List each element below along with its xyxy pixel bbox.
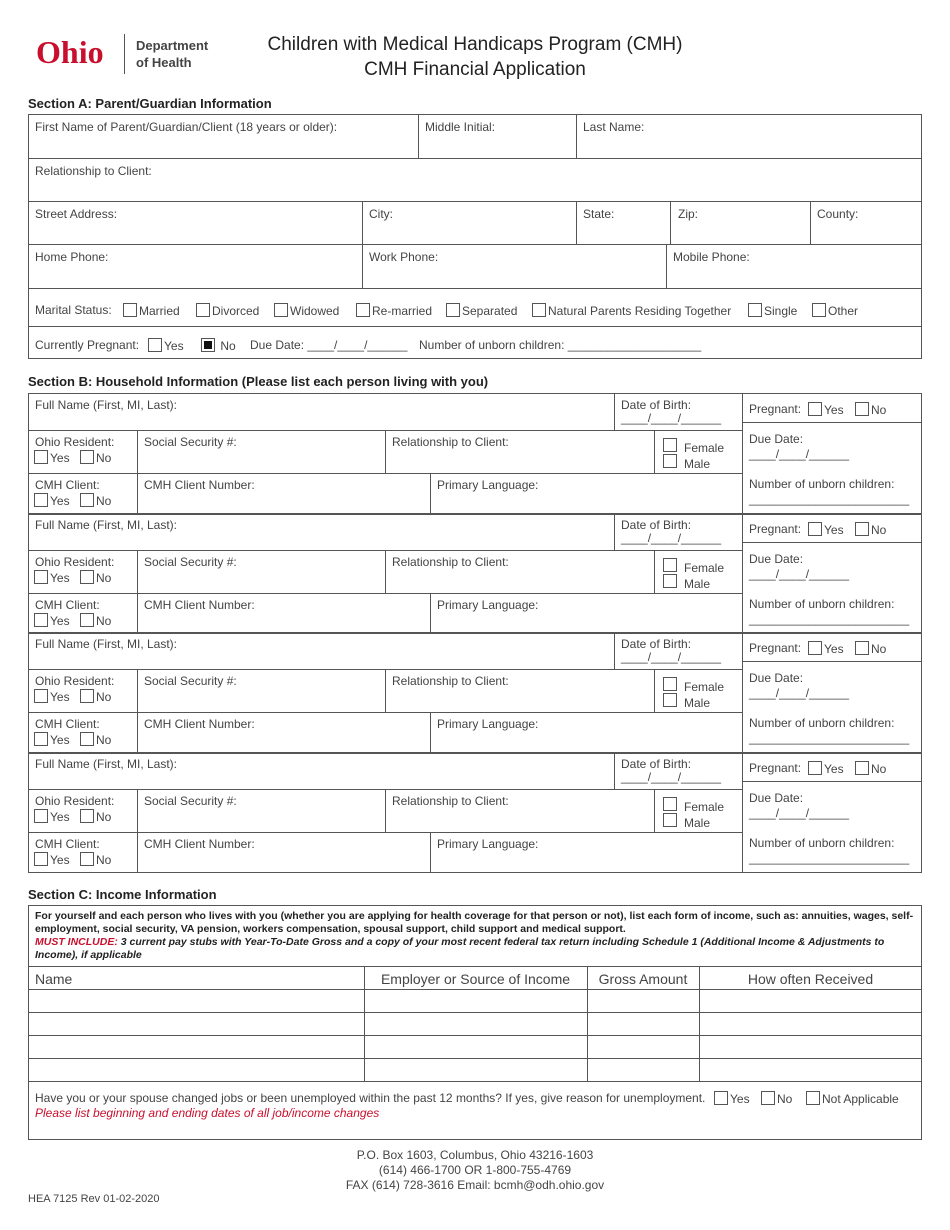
ohio-resident-label: Ohio Resident:: [35, 794, 115, 808]
unborn-children-field[interactable]: ________________________: [749, 851, 910, 865]
ohio-resident-label: Ohio Resident:: [35, 435, 115, 449]
form-title-2: CMH Financial Application: [364, 59, 586, 80]
checkbox-icon[interactable]: [806, 1091, 820, 1105]
checkbox-icon[interactable]: [34, 732, 48, 746]
checkbox-icon[interactable]: [812, 303, 826, 317]
due-date-label: Due Date:: [749, 791, 804, 805]
mobile-phone-label: Mobile Phone:: [673, 250, 750, 264]
state-label: State:: [583, 207, 615, 221]
primary-language-label: Primary Language:: [437, 837, 539, 851]
female-label: Female: [684, 800, 725, 814]
unborn-children-label: Number of unborn children:: [749, 716, 895, 730]
section-a-box: [28, 114, 922, 359]
marital-other[interactable]: Other: [812, 303, 858, 318]
cmh-client-yes[interactable]: Yes: [34, 613, 70, 628]
pregnant-label: Pregnant:: [749, 402, 802, 416]
pregnant-yes[interactable]: Yes: [808, 761, 844, 776]
primary-language-label: Primary Language:: [437, 478, 539, 492]
dob-label: Date of Birth:: [621, 398, 692, 412]
pregnant-no[interactable]: No: [855, 522, 886, 537]
cmh-number-label: CMH Client Number:: [144, 478, 255, 492]
checkbox-icon[interactable]: [446, 303, 460, 317]
checkbox-icon[interactable]: [855, 522, 869, 536]
pregnant-no[interactable]: No: [855, 641, 886, 656]
male-label: Male: [684, 577, 711, 591]
unemployment-na[interactable]: Not Applicable: [806, 1091, 899, 1106]
unemployment-question: Have you or your spouse changed jobs or been unemployed within the past 12 months? If yes, give reason for unemployment.: [35, 1091, 706, 1105]
checkbox-icon[interactable]: [80, 732, 94, 746]
checkbox-icon[interactable]: [808, 761, 822, 775]
relationship-label: Relationship to Client:: [35, 164, 152, 178]
dob-field[interactable]: ____/____/______: [621, 770, 722, 784]
income-col-employer: Employer or Source of Income: [380, 971, 571, 987]
checkbox-icon[interactable]: [80, 809, 94, 823]
pregnant-no[interactable]: No: [201, 338, 236, 353]
ohio-resident-yes[interactable]: Yes: [34, 689, 70, 704]
zip-label: Zip:: [678, 207, 699, 221]
primary-language-label: Primary Language:: [437, 717, 539, 731]
income-col-gross: Gross Amount: [598, 971, 688, 987]
cmh-client-label: CMH Client:: [35, 478, 100, 492]
pregnant-yes[interactable]: Yes: [808, 522, 844, 537]
female-checkbox-icon[interactable]: [663, 438, 677, 452]
pregnant-label: Currently Pregnant:: [35, 338, 140, 352]
checkbox-icon[interactable]: [808, 522, 822, 536]
income-col-often: How often Received: [747, 971, 874, 987]
ohio-resident-label: Ohio Resident:: [35, 555, 115, 569]
female-checkbox-icon[interactable]: [663, 558, 677, 572]
pregnant-no[interactable]: No: [855, 761, 886, 776]
checkbox-icon[interactable]: [148, 338, 162, 352]
checkbox-icon[interactable]: [714, 1091, 728, 1105]
checkbox-icon[interactable]: [855, 761, 869, 775]
unborn-children-field[interactable]: ________________________: [749, 492, 910, 506]
checkbox-icon[interactable]: [80, 613, 94, 627]
ssn-label: Social Security #:: [144, 674, 237, 688]
checkbox-icon[interactable]: [80, 570, 94, 584]
first-name-label: First Name of Parent/Guardian/Client (18 years or older):: [35, 120, 338, 134]
street-label: Street Address:: [35, 207, 118, 221]
form-id: HEA 7125 Rev 01-02-2020: [28, 1193, 160, 1205]
female-label: Female: [684, 680, 725, 694]
work-phone-label: Work Phone:: [369, 250, 439, 264]
dob-label: Date of Birth:: [621, 757, 692, 771]
unborn-children-field[interactable]: ________________________: [749, 612, 910, 626]
relationship-label: Relationship to Client:: [392, 555, 509, 569]
checkbox-icon[interactable]: [123, 303, 137, 317]
male-label: Male: [684, 696, 711, 710]
ohio-resident-yes[interactable]: Yes: [34, 809, 70, 824]
section-c-heading: Section C: Income Information: [28, 887, 217, 902]
due-date-label: Due Date:: [749, 432, 804, 446]
cmh-client-yes[interactable]: Yes: [34, 852, 70, 867]
male-checkbox-icon[interactable]: [663, 693, 677, 707]
marital-separated[interactable]: Separated: [446, 303, 517, 318]
due-date-label: Due Date:: [749, 552, 804, 566]
section-a-heading: Section A: Parent/Guardian Information: [28, 96, 272, 111]
male-label: Male: [684, 457, 711, 471]
checkbox-icon[interactable]: [808, 402, 822, 416]
male-label: Male: [684, 816, 711, 830]
ohio-logo: Ohio: [36, 34, 104, 70]
male-checkbox-icon[interactable]: [663, 454, 677, 468]
ssn-label: Social Security #:: [144, 555, 237, 569]
cmh-number-label: CMH Client Number:: [144, 837, 255, 851]
home-phone-label: Home Phone:: [35, 250, 109, 264]
city-label: City:: [369, 207, 393, 221]
ohio-resident-yes[interactable]: Yes: [34, 450, 70, 465]
cmh-client-no[interactable]: No: [80, 613, 111, 628]
unborn-children-label: Number of unborn children:: [749, 477, 895, 491]
cmh-client-yes[interactable]: Yes: [34, 493, 70, 508]
pregnant-yes[interactable]: Yes: [148, 338, 184, 353]
pregnant-yes[interactable]: Yes: [808, 641, 844, 656]
middle-initial-label: Middle Initial:: [425, 120, 496, 134]
checkbox-icon[interactable]: [34, 852, 48, 866]
footer-address: P.O. Box 1603, Columbus, Ohio 43216-1603: [356, 1148, 594, 1162]
dept-label-1: Department: [136, 38, 209, 53]
checkbox-icon[interactable]: [356, 303, 370, 317]
cmh-client-no[interactable]: No: [80, 732, 111, 747]
form-title-1: Children with Medical Handicaps Program (CMH): [267, 34, 683, 55]
dob-label: Date of Birth:: [621, 637, 692, 651]
logo-divider: [124, 34, 125, 74]
due-date-field[interactable]: ____/____/______: [749, 686, 850, 700]
full-name-label: Full Name (First, MI, Last):: [35, 637, 178, 651]
due-date-field[interactable]: Due Date: ____/____/______: [250, 338, 408, 352]
ohio-resident-no[interactable]: No: [80, 809, 111, 824]
cmh-client-no[interactable]: No: [80, 852, 111, 867]
footer-fax-email: FAX (614) 728-3616 Email: bcmh@odh.ohio.gov: [345, 1178, 605, 1192]
dob-field[interactable]: ____/____/______: [621, 531, 722, 545]
relationship-label: Relationship to Client:: [392, 435, 509, 449]
income-col-name: Name: [35, 971, 73, 987]
ssn-label: Social Security #:: [144, 435, 237, 449]
cmh-client-label: CMH Client:: [35, 837, 100, 851]
female-checkbox-icon[interactable]: [663, 677, 677, 691]
pregnant-yes[interactable]: Yes: [808, 402, 844, 417]
checkbox-checked-icon[interactable]: [201, 338, 215, 352]
full-name-label: Full Name (First, MI, Last):: [35, 518, 178, 532]
cmh-client-label: CMH Client:: [35, 598, 100, 612]
pregnant-label: Pregnant:: [749, 761, 802, 775]
checkbox-icon[interactable]: [34, 450, 48, 464]
female-checkbox-icon[interactable]: [663, 797, 677, 811]
ohio-resident-no[interactable]: No: [80, 689, 111, 704]
checkbox-icon[interactable]: [34, 689, 48, 703]
pregnant-label: Pregnant:: [749, 522, 802, 536]
full-name-label: Full Name (First, MI, Last):: [35, 757, 178, 771]
ohio-resident-no[interactable]: No: [80, 570, 111, 585]
checkbox-icon[interactable]: [274, 303, 288, 317]
female-label: Female: [684, 441, 725, 455]
unborn-children-field[interactable]: ________________________: [749, 731, 910, 745]
cmh-number-label: CMH Client Number:: [144, 717, 255, 731]
last-name-label: Last Name:: [583, 120, 645, 134]
pregnant-label: Pregnant:: [749, 641, 802, 655]
cmh-client-no[interactable]: No: [80, 493, 111, 508]
checkbox-icon[interactable]: [808, 641, 822, 655]
checkbox-icon[interactable]: [34, 493, 48, 507]
checkbox-icon[interactable]: [748, 303, 762, 317]
ohio-resident-label: Ohio Resident:: [35, 674, 115, 688]
marital-divorced[interactable]: Divorced: [196, 303, 259, 318]
footer-phone: (614) 466-1700 OR 1-800-755-4769: [378, 1163, 572, 1177]
checkbox-icon[interactable]: [80, 450, 94, 464]
ohio-resident-no[interactable]: No: [80, 450, 111, 465]
checkbox-icon[interactable]: [34, 613, 48, 627]
relationship-label: Relationship to Client:: [392, 794, 509, 808]
checkbox-icon[interactable]: [80, 689, 94, 703]
male-checkbox-icon[interactable]: [663, 813, 677, 827]
dob-field[interactable]: ____/____/______: [621, 650, 722, 664]
unemployment-yes[interactable]: Yes: [714, 1091, 750, 1106]
county-label: County:: [817, 207, 859, 221]
checkbox-icon[interactable]: [855, 641, 869, 655]
job-change-note: Please list beginning and ending dates of all job/income changes: [35, 1106, 380, 1120]
unborn-children-field[interactable]: Number of unborn children: ____________________: [419, 338, 702, 352]
marital-remarried[interactable]: Re-married: [356, 303, 432, 318]
checkbox-icon[interactable]: [34, 570, 48, 584]
due-date-label: Due Date:: [749, 671, 804, 685]
cmh-client-yes[interactable]: Yes: [34, 732, 70, 747]
marital-widowed[interactable]: Widowed: [274, 303, 339, 318]
dob-label: Date of Birth:: [621, 518, 692, 532]
checkbox-icon[interactable]: [196, 303, 210, 317]
due-date-field[interactable]: ____/____/______: [749, 567, 850, 581]
unemployment-no[interactable]: No: [761, 1091, 792, 1106]
checkbox-icon[interactable]: [80, 852, 94, 866]
female-label: Female: [684, 561, 725, 575]
due-date-field[interactable]: ____/____/______: [749, 806, 850, 820]
checkbox-icon[interactable]: [34, 809, 48, 823]
unborn-children-label: Number of unborn children:: [749, 836, 895, 850]
checkbox-icon[interactable]: [80, 493, 94, 507]
due-date-field[interactable]: ____/____/______: [749, 447, 850, 461]
section-b-heading: Section B: Household Information (Please list each person living with you): [28, 374, 489, 389]
marital-status-label: Marital Status:: [35, 303, 112, 317]
pregnant-no[interactable]: No: [855, 402, 886, 417]
marital-single[interactable]: Single: [748, 303, 797, 318]
cmh-number-label: CMH Client Number:: [144, 598, 255, 612]
cmh-client-label: CMH Client:: [35, 717, 100, 731]
marital-married[interactable]: Married: [123, 303, 180, 318]
dob-field[interactable]: ____/____/______: [621, 411, 722, 425]
checkbox-icon[interactable]: [855, 402, 869, 416]
unborn-children-label: Number of unborn children:: [749, 597, 895, 611]
ohio-resident-yes[interactable]: Yes: [34, 570, 70, 585]
full-name-label: Full Name (First, MI, Last):: [35, 398, 178, 412]
income-instructions: For yourself and each person who lives with you (whether you are applying for health coverage for that person or not), list each form of income, such as: annuities, wages, self-employment, social security, VA pension, workers compensation, spousal support, child support and medical support. MUST INCLUDE: 3 current pay stubs with Year-To-Date Gross and a copy of your most recent federal tax return including Schedule 1 (Additional Income & Adjustments to Income), if applicable: [35, 910, 914, 961]
relationship-label: Relationship to Client:: [392, 674, 509, 688]
male-checkbox-icon[interactable]: [663, 574, 677, 588]
marital-natural-parents[interactable]: Natural Parents Residing Together: [532, 303, 731, 318]
checkbox-icon[interactable]: [761, 1091, 775, 1105]
primary-language-label: Primary Language:: [437, 598, 539, 612]
ssn-label: Social Security #:: [144, 794, 237, 808]
checkbox-icon[interactable]: [532, 303, 546, 317]
dept-label-2: of Health: [136, 55, 192, 70]
